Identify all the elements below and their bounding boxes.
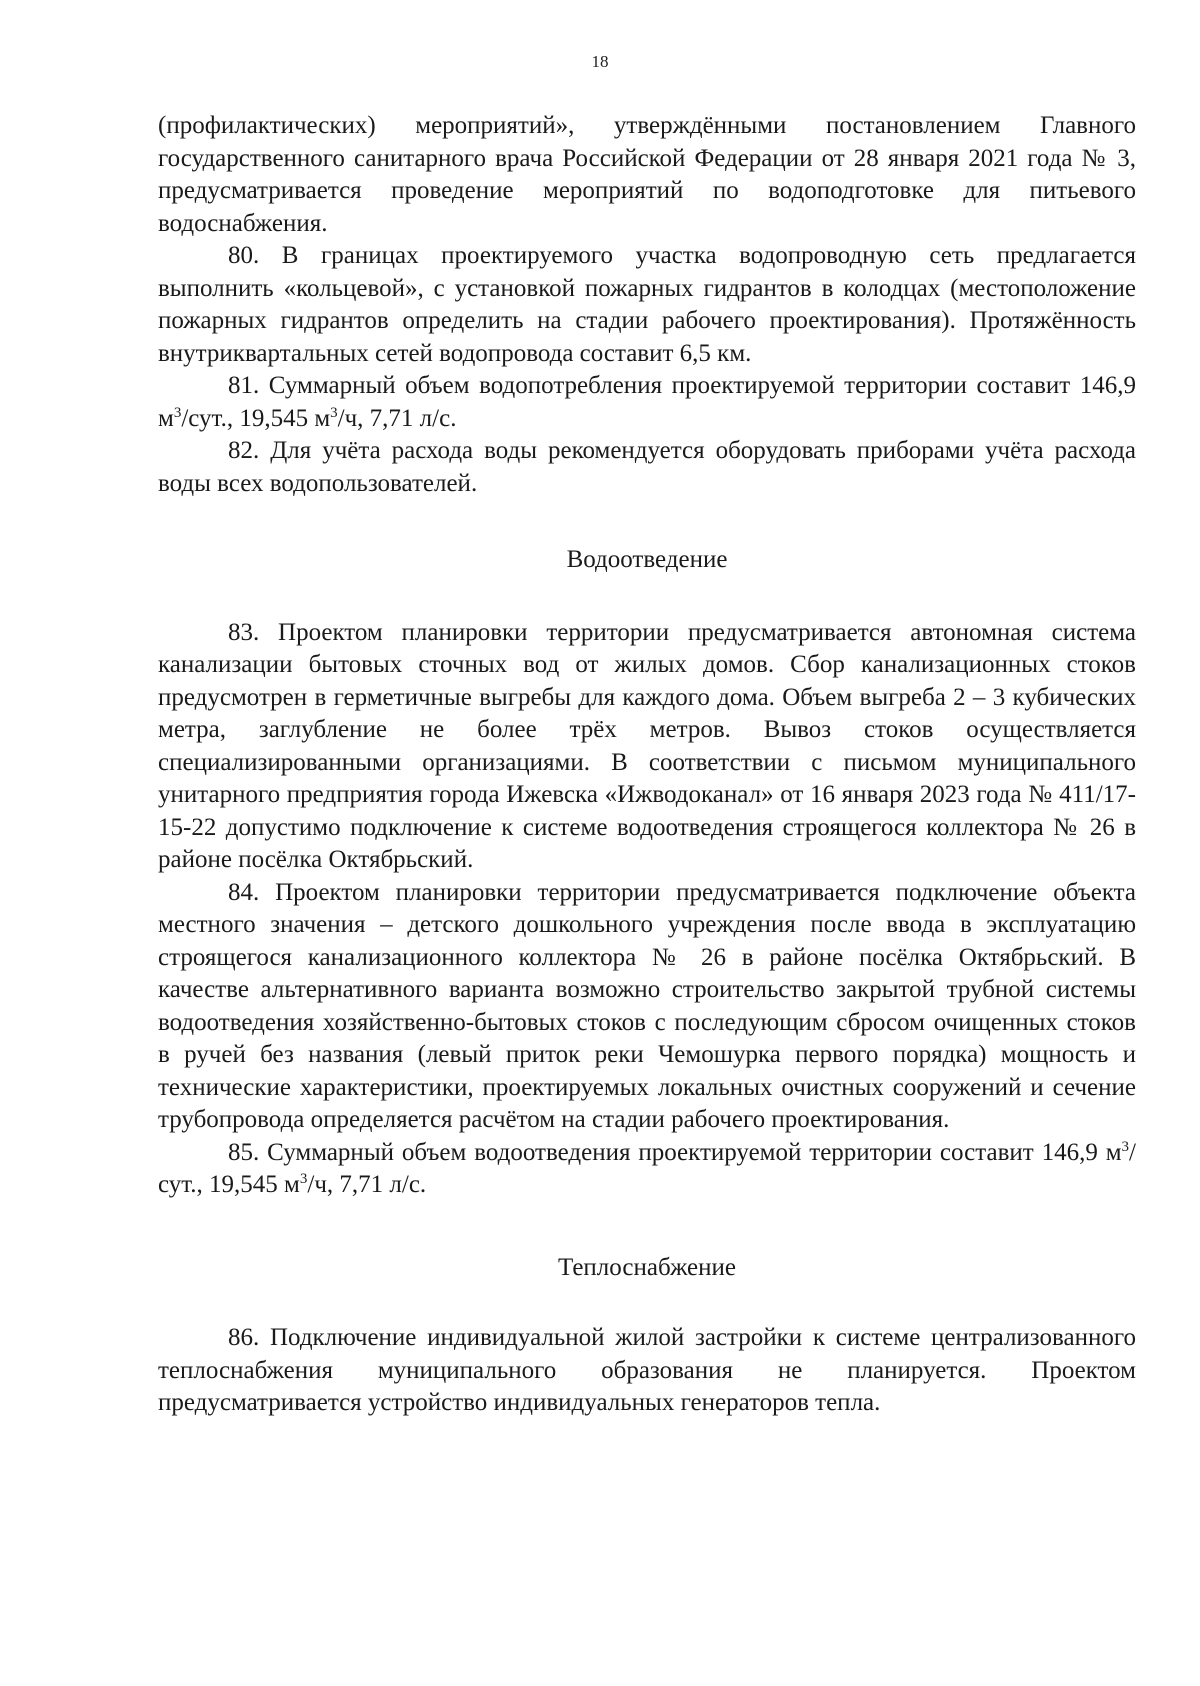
paragraph-80: 80. В границах проектируемого участка водопроводную сеть предлагается выполнить «кольцевой», с установкой пожарных гидрантов в колодцах (местоположение пожарных гидрантов определить на стадии рабочего проектирования). Протяжённость внутриквартальных сетей водопровода составит 6,5 км. — [158, 242, 1136, 367]
document-body — [158, 110, 1136, 1420]
paragraph-85-text: 85. Суммарный объем водоотведения проектируемой территории составит 146,9 м — [228, 1138, 1122, 1166]
paragraph-81-text-end: /ч, 7,71 л/с. — [337, 404, 457, 432]
page-number: 18 — [591, 52, 609, 71]
superscript-cubic: 3 — [1121, 1138, 1130, 1155]
paragraph-85-text-end: /ч, 7,71 л/с. — [307, 1171, 427, 1198]
paragraph-81-text: 81. Суммарный объем водопотребления проектируемой территории составит 146,9 м — [158, 372, 1136, 432]
paragraph-84: 84. Проектом планировки территории предусматривается подключение объекта местного значения – детского дошкольного учреждения после ввода в эксплуатацию строящегося канализационного коллектора № 26 в районе посёлка Октябрьский. В качестве альтернативного варианта возможно строительство закрытой трубной системы водоотведения хозяйственно-бытовых стоков с последующим сбросом очищенных стоков в ручей без названия (левый приток реки Чемошурка первого порядка) мощность и технические характеристики, проектируемых локальных очистных сооружений и сечение трубопровода определяется расчётом на стадии рабочего проектирования. — [158, 878, 1136, 1133]
superscript-cubic: 3 — [173, 404, 182, 421]
paragraph-82: 82. Для учёта расхода воды рекомендуется оборудовать приборами учёта расхода воды всех водопользователей. — [158, 437, 1136, 497]
paragraph-83: 83. Проектом планировки территории предусматривается автономная система канализации бытовых сточных вод от жилых домов. Сбор канализационных стоков предусмотрен в герметичные выгребы для каждого дома. Объем выгреба 2 – 3 кубических метра, заглубление не более трёх метров. Вывоз стоков осуществляется специализированными организациями. В соответствии с письмом муниципального унитарного предприятия города Ижевска «Ижводоканал» от 16 января 2023 года № 411/17-15-22 допустимо подключение к системе водоотведения строящегося коллектора № 26 в районе посёлка Октябрьский. — [158, 618, 1136, 873]
paragraph-85-text-mid: /сут., 19,545 м — [158, 1138, 1136, 1198]
paragraph-continuation: (профилактических) мероприятий», утверждёнными постановлением Главного государственного санитарного врача Российской Федерации от 28 января 2021 года № 3, предусматривается проведение мероприятий по водоподготовке для питьевого водоснабжения. — [158, 112, 1136, 237]
section-heading-water-disposal: Водоотведение — [566, 546, 728, 573]
section-heading-heat-supply: Теплоснабжение — [558, 1253, 736, 1281]
paragraph-81 — [158, 370, 1136, 435]
paragraph-86: 86. Подключение индивидуальной жилой застройки к системе централизованного теплоснабжения муниципального образования не планируется. Проектом предусматривается устройство индивидуальных генераторов тепла. — [158, 1324, 1136, 1416]
paragraph-85 — [158, 1137, 1136, 1202]
superscript-cubic: 3 — [299, 1171, 308, 1187]
paragraph-81-text-mid: /сут., 19,545 м — [181, 404, 331, 432]
superscript-cubic: 3 — [330, 404, 338, 421]
